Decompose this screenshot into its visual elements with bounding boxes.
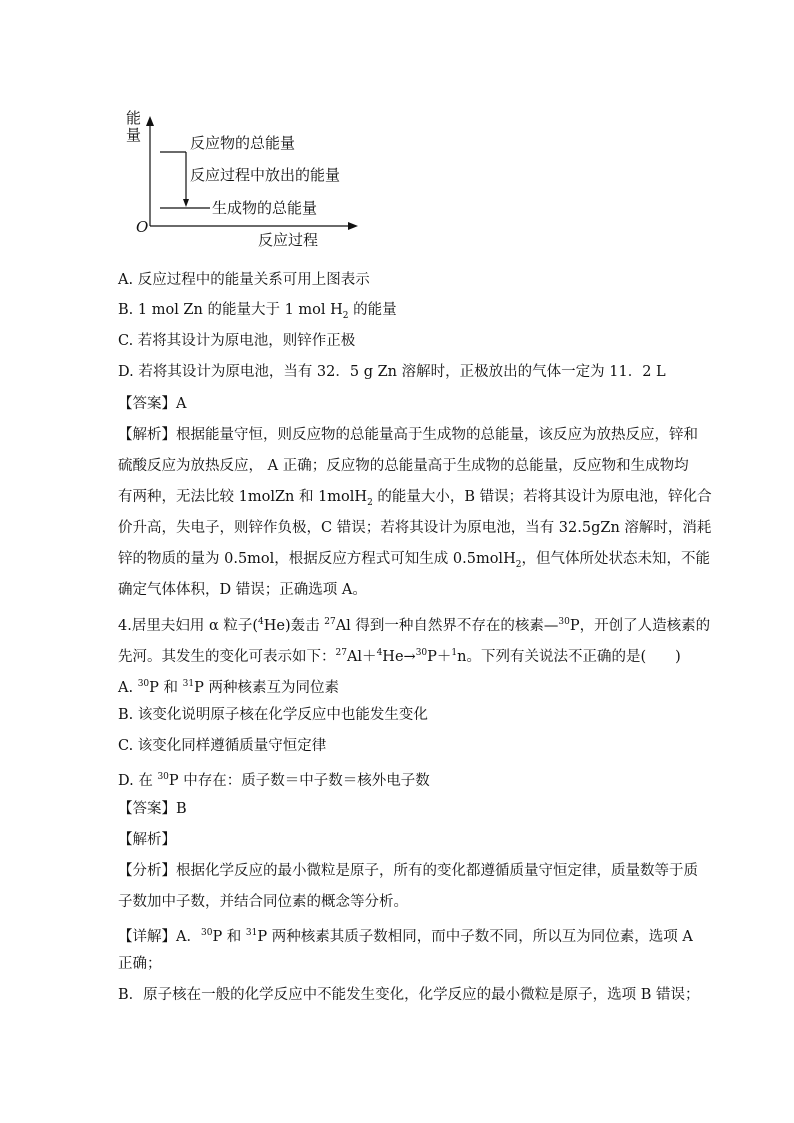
q3-analysis-line-6: 确定气体体积，D 错误；正确选项 A。: [118, 582, 367, 598]
product-energy-label: 生成物的总能量: [212, 199, 318, 217]
q3-analysis-line-5: 锌的物质的量为 0.5mol，根据反应方程式可知生成 0.5molH$_2$，但气体所处状态未知，不能: [118, 551, 710, 570]
q4-option-c: C. 该变化同样遵循质量守恒定律: [118, 738, 327, 754]
q3-answer: 【答案】A: [118, 396, 187, 412]
q4-option-d: D. 在 $^{30}$P 中存在：质子数＝中子数＝核外电子数: [118, 772, 430, 789]
y-axis-arrow: [146, 116, 154, 126]
x-axis-label: 反应过程: [258, 231, 319, 249]
q3-option-a: A. 反应过程中的能量关系可用上图表示: [118, 272, 370, 288]
q3-option-c: C. 若将其设计为原电池，则锌作正极: [118, 333, 356, 349]
q3-analysis-line-3: 有两种，无法比较 1molZn 和 1molH$_2$ 的能量大小，B 错误；若将其设计为原电池，锌化合: [118, 489, 712, 508]
q4-answer: 【答案】B: [118, 801, 187, 817]
origin-label: O: [136, 218, 149, 236]
q3-option-d: D. 若将其设计为原电池，当有 32．5 g Zn 溶解时，正极放出的气体一定为 11．2 L: [118, 364, 666, 380]
q4-xiangjie-line-2: 正确；: [118, 956, 162, 972]
q4-fenxi-line-1: 【分析】根据化学反应的最小微粒是原子，所有的变化都遵循质量守恒定律，质量数等于质: [118, 863, 698, 879]
release-arrow-head: [183, 199, 189, 207]
energy-diagram: [110, 100, 370, 260]
released-energy-label: 反应过程中放出的能量: [190, 166, 341, 184]
q4-option-a: A. $^{30}$P 和 $^{31}$P 两种核素互为同位素: [118, 679, 339, 696]
x-axis-arrow: [348, 222, 358, 230]
q4-xiangjie-b: B．原子核在一般的化学反应中不能发生变化，化学反应的最小微粒是原子，选项 B 错误；: [118, 987, 700, 1003]
q4-fenxi-line-2: 子数加中子数，并结合同位素的概念等分析。: [118, 894, 408, 910]
y-axis-label: 能量: [126, 109, 142, 144]
q3-option-b: B. 1 mol Zn 的能量大于 1 mol $H_2$ 的能量: [118, 302, 397, 321]
q4-analysis-heading: 【解析】: [118, 832, 176, 848]
q4-xiangjie-line-1: 【详解】A．$^{30}$P 和 $^{31}$P 两种核素其质子数相同，而中子数不同，所以互为同位素，选项 A: [118, 928, 693, 945]
q3-analysis-line-2: 硫酸反应为放热反应， A 正确；反应物的总能量高于生成物的总能量，反应物和生成物均: [118, 458, 689, 474]
q4-option-b: B. 该变化说明原子核在化学反应中也能发生变化: [118, 707, 428, 723]
q4-stem-line-1: 4.居里夫妇用 α 粒子($^4$He)轰击 $^{27}$Al 得到一种自然界不存在的核素—$^{30}$P，开创了人造核素的: [118, 617, 711, 634]
q3-analysis-line-4: 价升高，失电子，则锌作负极，C 错误；若将其设计为原电池，当有 32.5gZn 溶解时，消耗: [118, 520, 712, 536]
q4-stem-line-2: 先河。其发生的变化可表示如下：$^{27}$Al＋$^4$He→$^{30}$P＋$^1$n。下列有关说法不正确的是( ): [118, 648, 681, 665]
q3-analysis-line-1: 【解析】根据能量守恒，则反应物的总能量高于生成物的总能量，该反应为放热反应，锌和: [118, 427, 698, 443]
reactant-energy-label: 反应物的总能量: [190, 134, 296, 152]
